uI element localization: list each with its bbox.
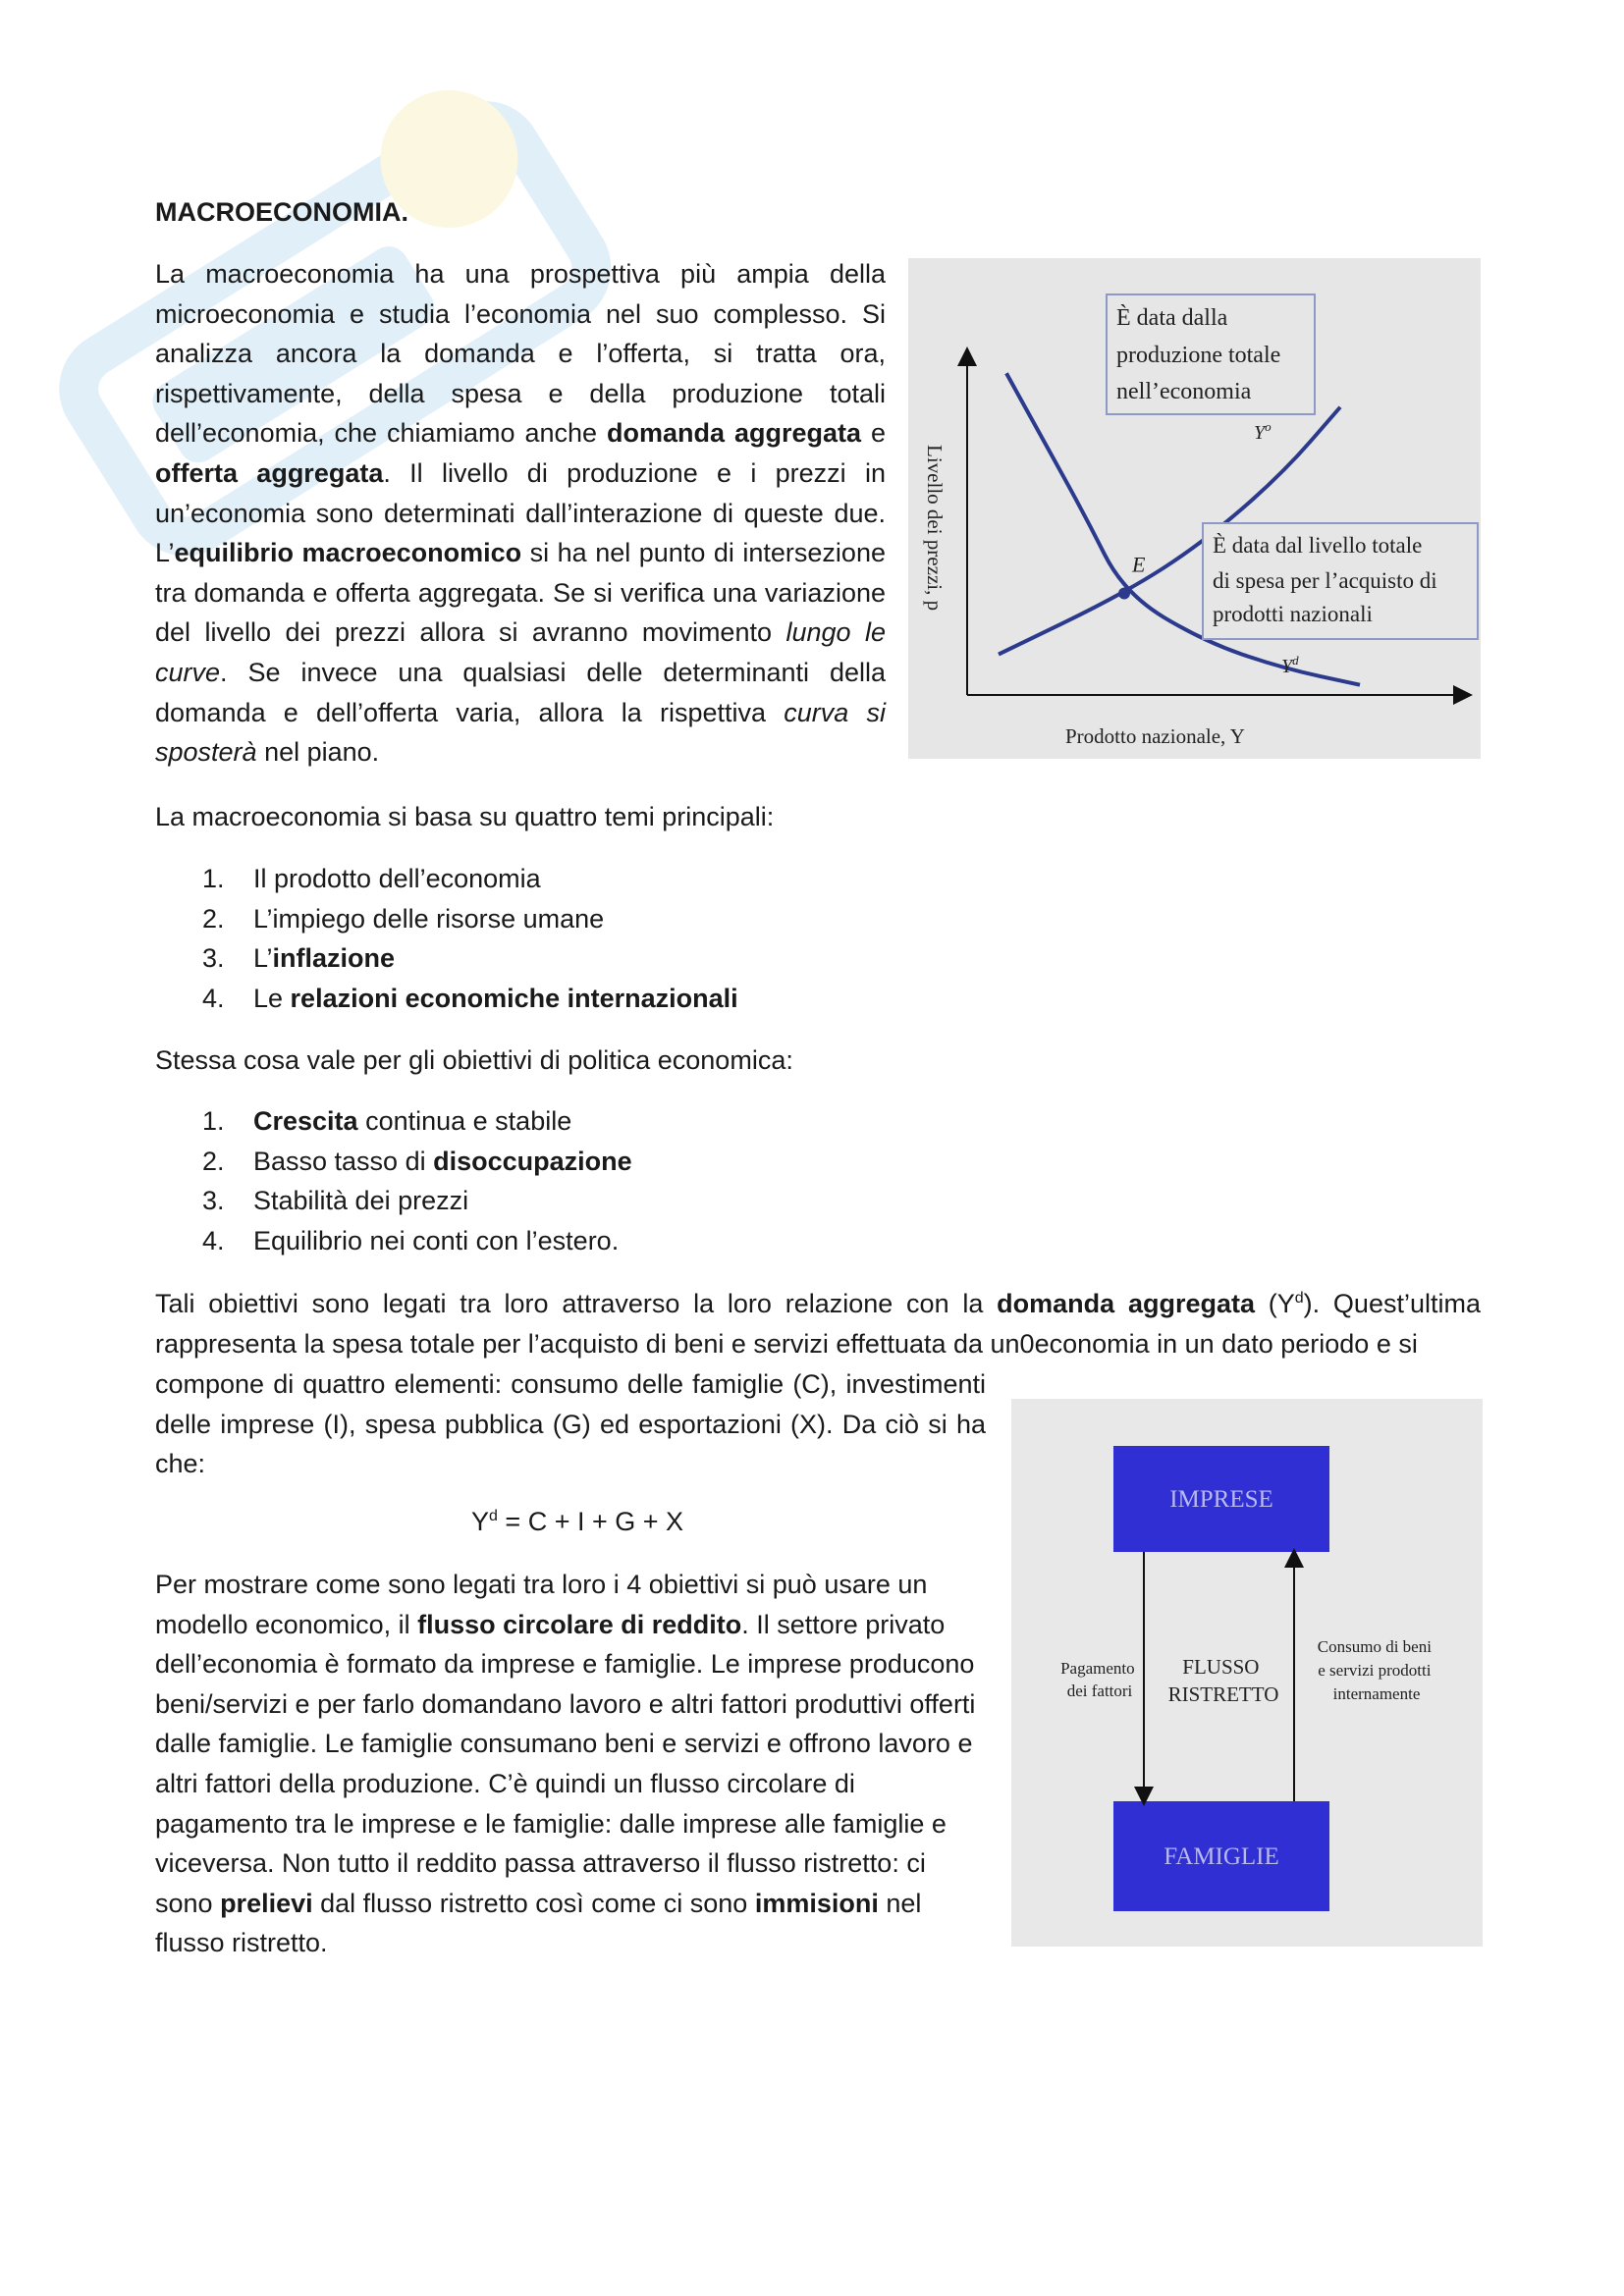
list-item: 2. L’impiego delle risorse umane xyxy=(202,903,605,934)
circular-flow-paragraph: Per mostrare come sono legati tra loro i 4 obiettivi si può usare un modello economico, il flusso circolare di reddito. Il settore privato dell’economia è formato da imprese e famiglie. Le imprese producono beni/servizi e per farlo domandano lavoro e altri fattori produttivi offerti dalle famiglie. Le famiglie consumano beni e servizi e offrono lavoro e altri fattori della produzione. C’è quindi un flusso circolare di pagamento tra le imprese e le famiglie: dalle imprese alle famiglie e viceversa. Non tutto il reddito passa attraverso il flusso ristretto: ci sono prelievi dal flusso ristretto così come ci sono immisioni nel flusso ristretto. xyxy=(155,1570,976,1958)
intro-paragraph: La macroeconomia ha una prospettiva più ampia della microeconomia e studia l’economia nel suo complesso. Si analizza ancora la domanda e l’offerta, si tratta ora, rispettivamente, della spesa e della produzione totali dell’economia, che chiamiamo anche domanda aggregata e offerta aggregata. Il livello di produzione e i prezzi in un’economia sono determinati dall’interazione di queste due. L’equilibrio macroeconomico si ha nel punto di intersezione tra domanda e offerta aggregata. Se si verifica una variazione del livello dei prezzi allora si avranno movimento lungo le curve. Se invece una qualsiasi delle determinanti della domanda e dell’offerta varia, allora la rispettiva curva si sposterà nel piano. xyxy=(155,259,886,768)
goals-list xyxy=(155,1101,632,1260)
list-item: 4. Equilibrio nei conti con l’estero. xyxy=(202,1225,620,1255)
page-title: MACROECONOMIA. xyxy=(155,197,408,227)
supply-label: $Y^o$ xyxy=(1254,419,1272,444)
ad-as-chart xyxy=(908,258,1481,759)
aggregate-demand-formula: $Y^d = C + I + G + X$ xyxy=(471,1507,684,1536)
demand-paragraph-bottom: compone di quattro elementi: consumo delle famiglie (C), investimenti delle imprese (I), spesa pubblica (G) ed esportazioni (X). Da ciò si ha che: xyxy=(155,1369,986,1479)
themes-lead: La macroeconomia si basa su quattro temi principali: xyxy=(155,802,775,831)
equilibrium-label: E xyxy=(1132,552,1146,577)
circular-flow-diagram xyxy=(1011,1399,1483,1947)
consumo-label: Consumo di beni e servizi prodotti internamente xyxy=(1317,1637,1432,1703)
demand-label: $Y^d$ xyxy=(1281,653,1299,677)
x-axis-label: Prodotto nazionale, Y xyxy=(1065,724,1245,748)
pagamento-label: Pagamento dei fattori xyxy=(1060,1659,1135,1700)
demand-paragraph-top: Tali obiettivi sono legati tra loro attraverso la loro relazione con la domanda aggregata $(Y^d)$. Quest’ultima rappresenta la spesa totale per l’acquisto di beni e servizi effettuata da un0economia in un dato periodo e si xyxy=(155,1289,1481,1359)
list-item: 2. Basso tasso di disoccupazione xyxy=(202,1146,632,1176)
annotation-demand-text: È data dal livello totale di spesa per l’acquisto di prodotti nazionali xyxy=(1213,533,1437,626)
annotation-supply-text: È data dalla produzione totale nell’economia xyxy=(1116,305,1281,404)
circular-flow-svg xyxy=(1011,1399,1483,1947)
ad-as-chart-svg xyxy=(908,258,1481,759)
list-item: 3. L’inflazione xyxy=(202,943,396,974)
equilibrium-point xyxy=(1118,588,1130,600)
imprese-label: IMPRESE xyxy=(1169,1486,1273,1513)
list-item: 1. Il prodotto dell’economia xyxy=(202,864,541,893)
themes-list xyxy=(155,859,738,1018)
famiglie-label: FAMIGLIE xyxy=(1164,1843,1279,1870)
y-axis-label: Livello dei prezzi, p xyxy=(923,445,947,612)
list-item: 4. Le relazioni economiche internazionali xyxy=(202,983,738,1013)
list-item: 1. Crescita continua e stabile xyxy=(202,1106,572,1136)
flusso-ristretto-label: FLUSSO RISTRETTO xyxy=(1167,1655,1279,1706)
list-item: 3. Stabilità dei prezzi xyxy=(202,1186,469,1216)
goals-lead: Stessa cosa vale per gli obiettivi di politica economica: xyxy=(155,1045,793,1075)
